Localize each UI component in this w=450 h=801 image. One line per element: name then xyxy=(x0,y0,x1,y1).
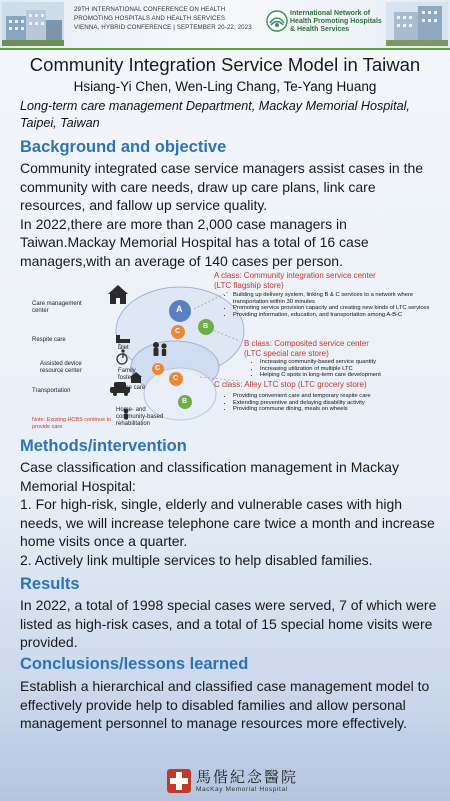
service-model-diagram xyxy=(30,269,440,431)
house-icon xyxy=(108,285,128,304)
affiliation: Long-term care management Department, Mackay Memorial Hospital, Taipei, Taiwan xyxy=(20,99,410,130)
class-title-line: B class: Composited service center xyxy=(244,339,369,348)
diet-label: Diet xyxy=(118,345,129,351)
respite-label: Respite care xyxy=(32,337,66,343)
node-a-letter: A xyxy=(176,304,183,314)
class-b-bullets xyxy=(252,359,445,379)
results-body xyxy=(20,596,438,652)
conference-line: 29TH INTERNATIONAL CONFERENCE ON HEALTH xyxy=(74,6,226,13)
family-fostering-label: Family fostering xyxy=(118,368,142,381)
class-title-line: (LTC flagship store) xyxy=(214,280,284,290)
author-list: Hsiang-Yi Chen, Wen-Ling Chang, Te-Yang Huang xyxy=(73,79,377,94)
conclusions-heading: Conclusions/lessons learned xyxy=(20,655,249,673)
node-b-letter: B xyxy=(203,323,209,330)
transportation-label: Transportation xyxy=(32,388,71,394)
care-center-label: Care management center xyxy=(32,301,82,314)
list-item: • Helping C spots in long-term care development xyxy=(260,372,445,379)
hospital-chinese-name: 馬偕紀念醫院 xyxy=(196,768,299,786)
conference-line: PROMOTING HOSPITALS AND HEALTH SERVICES xyxy=(74,15,226,22)
conclusions-body xyxy=(20,677,438,733)
class-title-line: C class: Alley LTC stop (LTC grocery store) xyxy=(214,380,367,389)
results-heading: Results xyxy=(20,575,80,593)
methods-body xyxy=(20,458,438,570)
class-c-title xyxy=(214,380,367,390)
conference-banner xyxy=(0,0,450,50)
paragraph: Community integrated case service managers assist cases in the community with care needs, draw up care plans, link care resources, and fallow up service quality. xyxy=(20,160,424,214)
list-item: • Extending preventive and delaying disability activity xyxy=(233,400,443,407)
hospital-english-name: MacKay Memorial Hospital xyxy=(196,786,288,793)
paragraph: In 2022,there are more than 2,000 case managers in Taiwan.Mackay Memorial Hospital has a total of 16 case managers,with an average of 140 cases per person. xyxy=(20,215,369,269)
list-item: • Building up delivery system, linking B & C services to a network where transportation within 30 minutes xyxy=(233,292,443,305)
class-title-line: (LTC special care store) xyxy=(244,348,329,358)
list-item: • Increasing utilization of multiple LTC xyxy=(260,366,445,373)
home-care-label: Home care xyxy=(116,385,146,391)
node-b-letter: B xyxy=(182,398,188,405)
node-c-letter: C xyxy=(173,375,179,382)
list-item: • Promoting service provision capacity and creating new kinds of LTC services xyxy=(233,305,443,312)
hospital-building-icon xyxy=(386,2,448,46)
hcbs-note: Note: Existing HCBS continue to provide care xyxy=(32,417,112,430)
paragraph: Establish a hierarchical and classified case management model to effectively provide help to disabled families and allow personal management personnel to manage resources more effectively. xyxy=(20,678,430,732)
list-item: • Providing commune dining, meals on wheels xyxy=(233,406,443,413)
class-a-title xyxy=(214,271,376,290)
node-c-letter: C xyxy=(155,365,161,372)
international-network-logo-icon xyxy=(266,10,288,32)
assisted-device-label: Assisted device resource center xyxy=(40,361,82,374)
paragraph: In 2022, a total of 1998 special cases were served, 7 of which were listed as high-risk cases, and a total of 15 special home visits were provided. xyxy=(20,597,437,651)
paragraph: 1. For high-risk, single, elderly and vulnerable cases with high needs, we will increase telephone care twice a month and increase home visits once a quarter. xyxy=(20,496,435,550)
background-heading: Background and objective xyxy=(20,138,227,156)
home-rehab-label: Home- and community-based rehabilitation xyxy=(116,407,164,427)
class-c-bullets xyxy=(225,393,443,413)
network-name xyxy=(290,10,386,34)
list-item: • Increasing community-based service quantity xyxy=(260,359,445,366)
network-line: International Network of xyxy=(290,10,371,17)
network-line: Health Promoting Hospitals xyxy=(290,18,382,25)
poster-title: Community Integration Service Model in Taiwan xyxy=(29,54,421,75)
list-item: • Providing convenient care and temporary respite care xyxy=(233,393,443,400)
class-a-bullets xyxy=(225,292,443,318)
network-line: & Health Services xyxy=(290,26,350,33)
class-title-line: A class: Community integration service center xyxy=(214,271,376,280)
class-b-title xyxy=(244,339,369,358)
hospital-building-icon xyxy=(2,2,64,46)
node-c-letter: C xyxy=(175,328,181,335)
background-body xyxy=(20,159,438,271)
list-item: • Providing information, education, and transportation among A-B-C xyxy=(233,312,443,319)
conference-info xyxy=(74,5,264,32)
methods-heading: Methods/intervention xyxy=(20,437,187,455)
paragraph: 2. Actively link multiple services to help disabled families. xyxy=(20,551,373,568)
paragraph: Case classification and classification management in Mackay Memorial Hospital: xyxy=(20,459,399,494)
mackay-cross-logo-icon xyxy=(166,768,192,794)
conference-line: VIENNA, HYBRID CONFERENCE | SEPTEMBER 20-22, 2023 xyxy=(74,24,252,31)
